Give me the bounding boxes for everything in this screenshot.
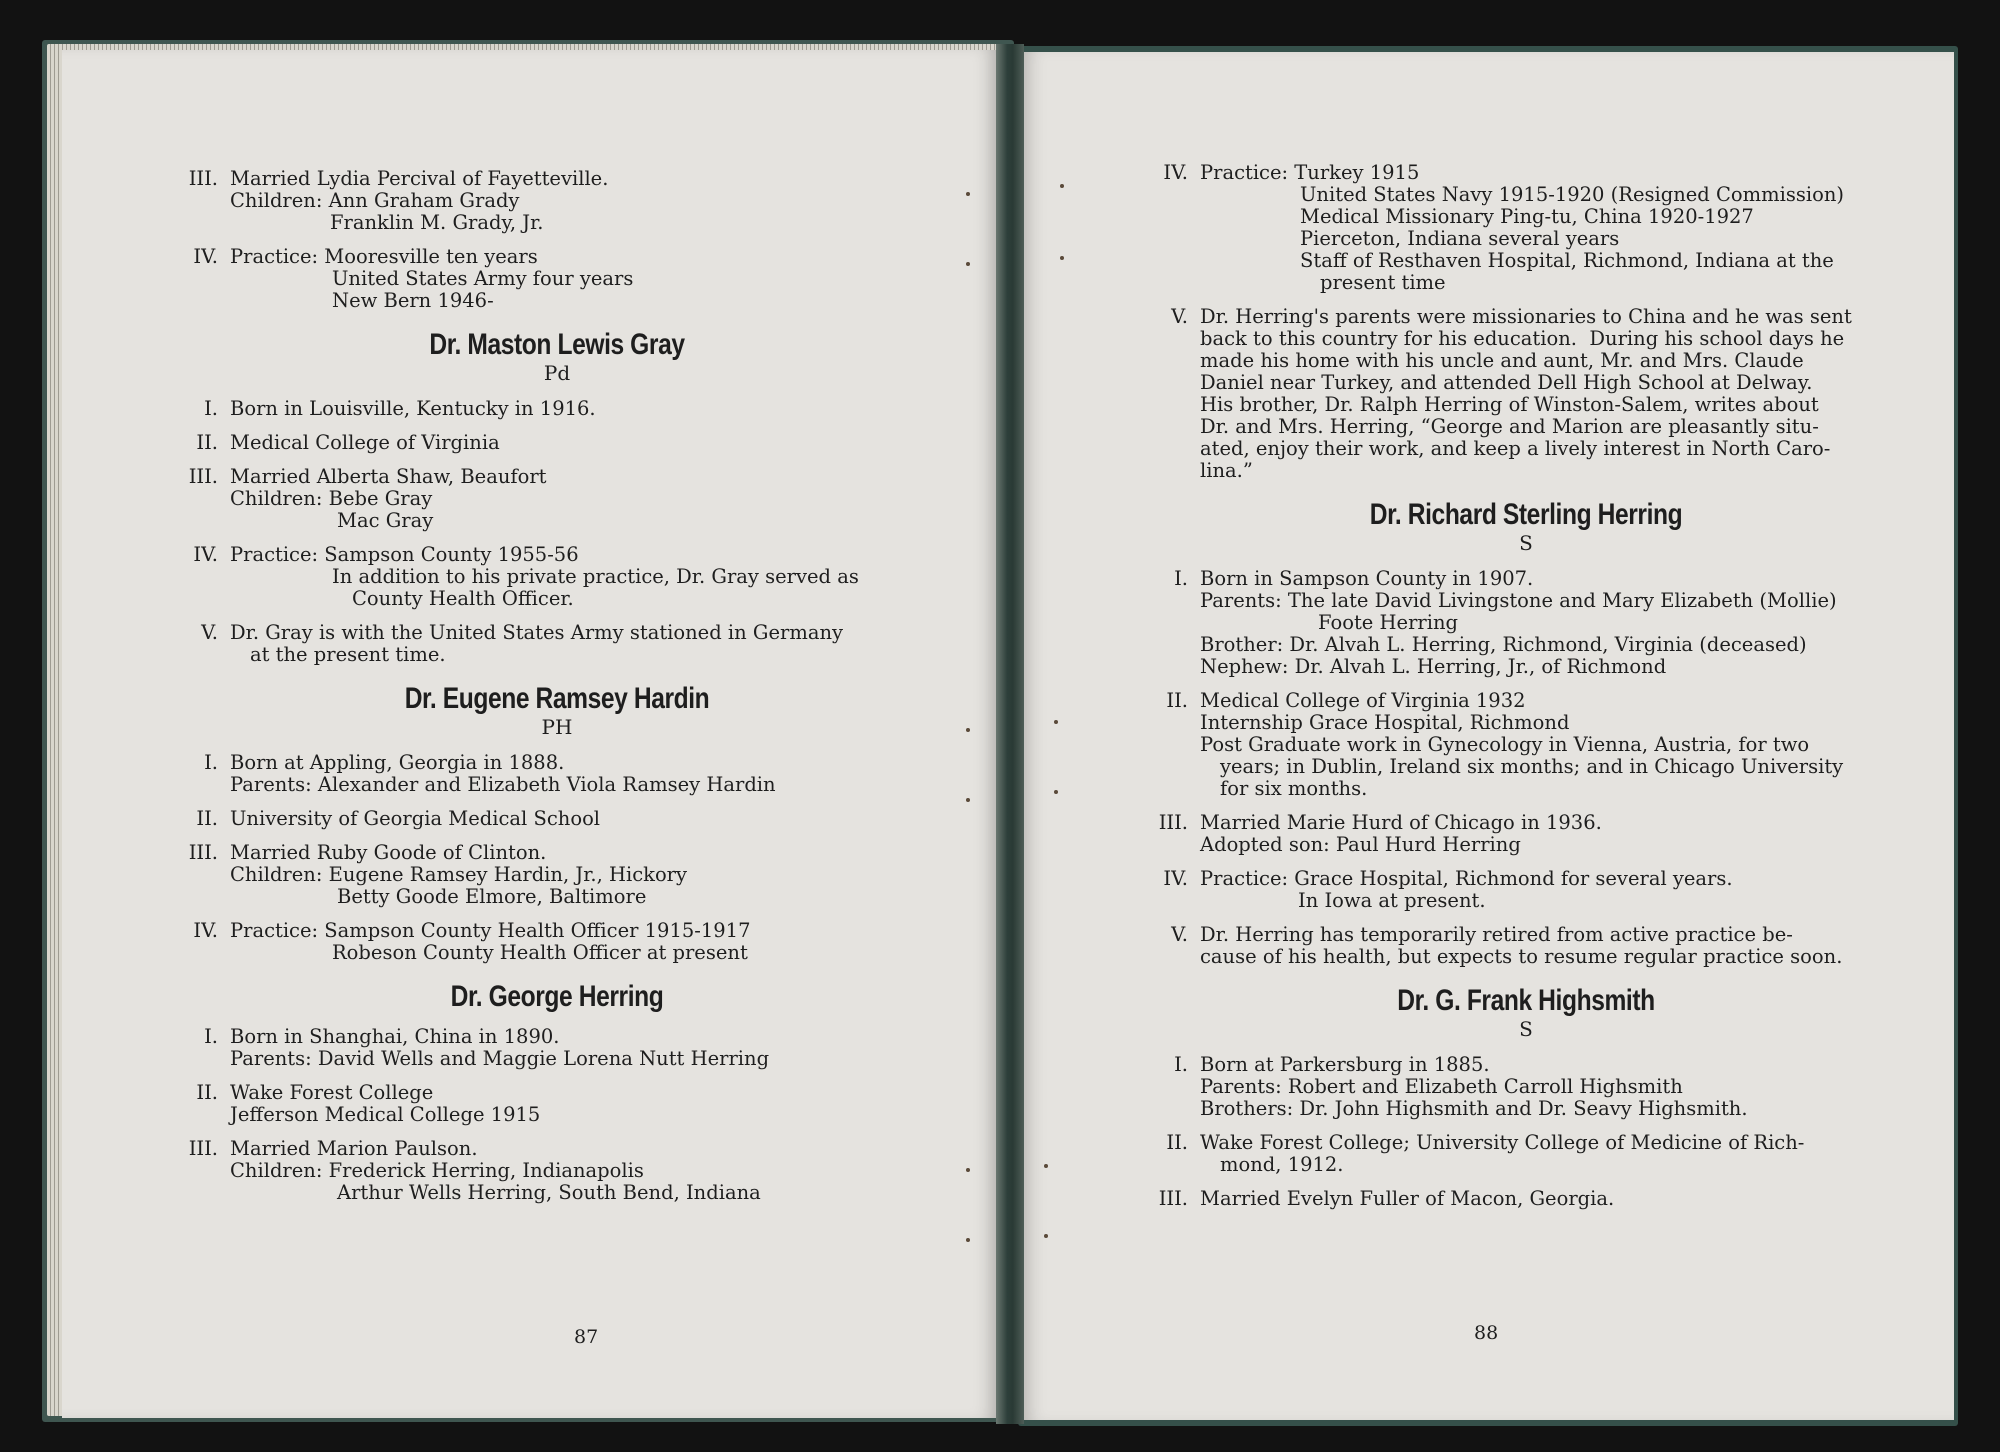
left-page [62, 50, 996, 1418]
entry [162, 752, 952, 796]
entry [1132, 868, 1920, 912]
entry-line: Married Evelyn Fuller of Macon, Georgia. [1200, 1187, 1615, 1210]
entry-line: Parents: Robert and Elizabeth Carroll Highsmith [1200, 1075, 1683, 1098]
entry-line: Practice: Sampson County Health Officer 1915-1917 [230, 919, 751, 942]
entry-line: Married Lydia Percival of Fayetteville. [230, 167, 609, 190]
entry-number: IV. [193, 919, 218, 942]
entry-line: Born in Sampson County in 1907. [1200, 567, 1534, 590]
right-page-content [1132, 162, 1920, 1222]
binding-hole [966, 1238, 970, 1242]
entry-number: I. [204, 1025, 218, 1048]
entry-line: Born in Louisville, Kentucky in 1916. [230, 397, 596, 420]
entry-line: present time [1320, 271, 1446, 294]
entry [1132, 306, 1920, 482]
entry [162, 842, 952, 908]
entry-line: Adopted son: Paul Hurd Herring [1200, 833, 1521, 856]
entry-line: Children: Ann Graham Grady [230, 189, 520, 212]
entry-line: United States Navy 1915-1920 (Resigned Commission) [1300, 183, 1845, 206]
book-spine [996, 44, 1024, 1424]
entry-line: University of Georgia Medical School [230, 807, 601, 830]
section-abbreviation: S [1519, 1017, 1533, 1041]
entry-line: years; in Dublin, Ireland six months; and in Chicago University [1220, 755, 1844, 778]
entry-line: Parents: The late David Livingstone and Mary Elizabeth (Mollie) [1200, 589, 1837, 612]
entry [1132, 812, 1920, 856]
entry-line: mond, 1912. [1220, 1153, 1344, 1176]
entry-line: United States Army four years [332, 267, 634, 290]
entry-line: Daniel near Turkey, and attended Dell High School at Delway. [1200, 371, 1813, 394]
entry-line: Pierceton, Indiana several years [1300, 227, 1620, 250]
entry-line: Born at Parkersburg in 1885. [1200, 1053, 1490, 1076]
page-number: 88 [1474, 1322, 1499, 1344]
entry-line: Nephew: Dr. Alvah L. Herring, Jr., of Richmond [1200, 655, 1667, 678]
entry-line: Born at Appling, Georgia in 1888. [230, 751, 565, 774]
entry-line: Practice: Grace Hospital, Richmond for several years. [1200, 867, 1733, 890]
binding-hole [1060, 184, 1064, 188]
entry [162, 398, 952, 420]
right-page [1024, 52, 1954, 1420]
entry-line: Internship Grace Hospital, Richmond [1200, 711, 1570, 734]
entry-line: Born in Shanghai, China in 1890. [230, 1025, 560, 1048]
entry-number: III. [188, 465, 218, 488]
entry-number: IV. [1163, 867, 1188, 890]
entry-line: County Health Officer. [352, 587, 574, 610]
entry-line: Married Marion Paulson. [230, 1137, 478, 1160]
entry-number: V. [1171, 305, 1188, 328]
entry-line: Brother: Dr. Alvah L. Herring, Richmond, Virginia (deceased) [1200, 633, 1807, 656]
section-abbreviation: S [1519, 531, 1533, 555]
entry-number: II. [1166, 689, 1188, 712]
entry-line: Parents: Alexander and Elizabeth Viola Ramsey Hardin [230, 773, 776, 796]
entry [1132, 568, 1920, 678]
binding-hole [966, 798, 970, 802]
entry-line: Dr. Herring's parents were missionaries to China and he was sent [1200, 305, 1852, 328]
entry-number: II. [196, 807, 218, 830]
entry-line: Children: Frederick Herring, Indianapolis [230, 1159, 644, 1182]
page-number: 87 [574, 1326, 599, 1348]
entry-number: II. [196, 431, 218, 454]
entry-number: IV. [193, 543, 218, 566]
entry-line: Dr. and Mrs. Herring, “George and Marion are pleasantly situ- [1200, 415, 1819, 438]
section-heading: Dr. Maston Lewis Gray [429, 328, 685, 361]
entry-number: III. [1158, 811, 1188, 834]
entry-line: Dr. Gray is with the United States Army stationed in Germany [230, 621, 844, 644]
entry-number: V. [1171, 923, 1188, 946]
entry-number: I. [204, 397, 218, 420]
entry-line: cause of his health, but expects to resume regular practice soon. [1200, 945, 1843, 968]
entry-line: Arthur Wells Herring, South Bend, Indiana [337, 1181, 761, 1204]
entry [162, 1082, 952, 1126]
entry-number: III. [188, 1137, 218, 1160]
entry-line: ated, enjoy their work, and keep a lively interest in North Caro- [1200, 437, 1831, 460]
entry-line: at the present time. [250, 643, 446, 666]
entry [162, 544, 952, 610]
entry [162, 432, 952, 454]
entry-line: Married Ruby Goode of Clinton. [230, 841, 547, 864]
entry-line: Married Marie Hurd of Chicago in 1936. [1200, 811, 1602, 834]
entry-line: Medical College of Virginia 1932 [1200, 689, 1526, 712]
entry-line: Parents: David Wells and Maggie Lorena Nutt Herring [230, 1047, 770, 1070]
section-heading: Dr. G. Frank Highsmith [1397, 984, 1655, 1017]
section-heading: Dr. Richard Sterling Herring [1369, 498, 1683, 531]
entry [162, 1138, 952, 1204]
entry-line: Practice: Turkey 1915 [1200, 161, 1420, 184]
entry-line: Wake Forest College [230, 1081, 434, 1104]
entry-line: Betty Goode Elmore, Baltimore [337, 885, 647, 908]
binding-hole [1054, 790, 1058, 794]
entry [1132, 1054, 1920, 1120]
entry [1132, 690, 1920, 800]
entry [162, 808, 952, 830]
entry-line: Jefferson Medical College 1915 [230, 1103, 541, 1126]
section-abbreviation: Pd [543, 361, 571, 385]
left-page-content [162, 168, 952, 1216]
entry [1132, 162, 1920, 294]
entry-line: Staff of Resthaven Hospital, Richmond, Indiana at the [1300, 249, 1834, 272]
entry-line: Children: Eugene Ramsey Hardin, Jr., Hickory [230, 863, 688, 886]
entry-line: New Bern 1946- [332, 289, 494, 312]
section-heading: Dr. George Herring [450, 980, 664, 1013]
entry-number: I. [1174, 567, 1188, 590]
entry-number: IV. [193, 245, 218, 268]
entry-number: II. [1166, 1131, 1188, 1154]
entry-number: III. [1158, 1187, 1188, 1210]
entry-line: Practice: Sampson County 1955-56 [230, 543, 579, 566]
section-abbreviation: PH [541, 715, 573, 739]
entry-line: In addition to his private practice, Dr. Gray served as [332, 565, 859, 588]
entry [162, 622, 952, 666]
entry-number: V. [201, 621, 218, 644]
binding-hole [966, 728, 970, 732]
entry-line: Medical Missionary Ping-tu, China 1920-1927 [1300, 205, 1754, 228]
binding-hole [1044, 1234, 1048, 1238]
binding-hole [966, 192, 970, 196]
entry [162, 920, 952, 964]
entry-line: In Iowa at present. [1298, 889, 1486, 912]
entry-line: made his home with his uncle and aunt, Mr. and Mrs. Claude [1200, 349, 1804, 372]
entry-line: His brother, Dr. Ralph Herring of Winston-Salem, writes about [1200, 393, 1819, 416]
entry [162, 246, 952, 312]
entry-line: Practice: Mooresville ten years [230, 245, 538, 268]
binding-hole [1060, 256, 1064, 260]
entry-line: Mac Gray [337, 509, 434, 532]
entry [162, 1026, 952, 1070]
entry-line: lina.” [1200, 459, 1253, 482]
entry [1132, 924, 1920, 968]
section-heading: Dr. Eugene Ramsey Hardin [404, 682, 710, 715]
binding-hole [966, 262, 970, 266]
binding-hole [966, 1168, 970, 1172]
binding-hole [1044, 1164, 1048, 1168]
entry-number: IV. [1163, 161, 1188, 184]
entry-number: I. [1174, 1053, 1188, 1076]
entry-line: Dr. Herring has temporarily retired from active practice be- [1200, 923, 1793, 946]
entry-line: Foote Herring [1318, 611, 1458, 634]
entry-line: Brothers: Dr. John Highsmith and Dr. Seavy Highsmith. [1200, 1097, 1748, 1120]
entry-line: Married Alberta Shaw, Beaufort [230, 465, 547, 488]
entry [162, 466, 952, 532]
entry-number: I. [204, 751, 218, 774]
binding-hole [1054, 720, 1058, 724]
entry [162, 168, 952, 234]
entry [1132, 1188, 1920, 1210]
entry-line: Children: Bebe Gray [230, 487, 433, 510]
entry-number: II. [196, 1081, 218, 1104]
entry-line: Franklin M. Grady, Jr. [330, 211, 544, 234]
entry-line: for six months. [1220, 777, 1368, 800]
entry-line: Robeson County Health Officer at present [332, 941, 748, 964]
entry-line: Medical College of Virginia [230, 431, 500, 454]
entry-number: III. [188, 841, 218, 864]
entry-line: Post Graduate work in Gynecology in Vienna, Austria, for two [1200, 733, 1810, 756]
entry-line: back to this country for his education. During his school days he [1200, 327, 1845, 350]
entry [1132, 1132, 1920, 1176]
entry-number: III. [188, 167, 218, 190]
entry-line: Wake Forest College; University College of Medicine of Rich- [1200, 1131, 1805, 1154]
